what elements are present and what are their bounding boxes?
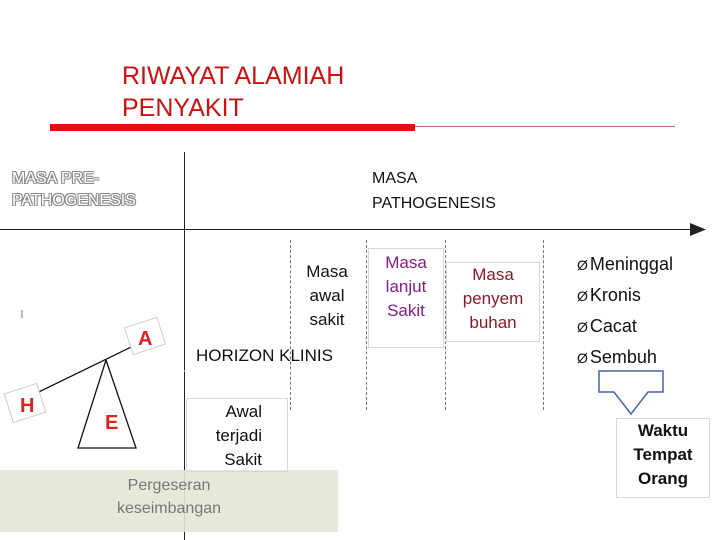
timeline-axis: [0, 229, 700, 230]
stage-text: penyem: [462, 289, 524, 308]
arrow-bullet-icon: Ø: [577, 319, 588, 335]
pathogenesis-line-2: PATHOGENESIS: [372, 195, 496, 212]
imbalance-line: Pergeseran: [127, 477, 211, 494]
arrow-bullet-icon: Ø: [577, 257, 588, 273]
outcome-text: Meninggal: [589, 254, 673, 274]
prepathogenesis-line-2: PATHOGENESIS: [12, 192, 136, 209]
pathogenesis-label: [372, 166, 542, 216]
onset-label: [186, 400, 262, 472]
imbalance-line: keseimbangan: [116, 500, 222, 517]
outcome-text: Cacat: [589, 316, 637, 336]
title-underline-thin: [415, 126, 675, 127]
time-place-person-box: [616, 418, 710, 498]
stage-text: Sakit: [387, 301, 425, 320]
arrow-bullet-icon: Ø: [577, 350, 588, 366]
outcome-item: [577, 311, 673, 342]
title-line-1: RIWAYAT ALAMIAH: [122, 62, 345, 90]
epidemiologic-triad-seesaw: [0, 300, 190, 470]
outcome-item: [577, 342, 673, 373]
pathogenesis-line-1: MASA: [372, 170, 418, 187]
onset-line: terjadi: [215, 426, 262, 445]
title-line-2: PENYAKIT: [122, 94, 244, 122]
clinical-horizon-line: [180, 368, 350, 374]
stage-advanced-illness: [368, 248, 444, 348]
stage-text: lanjut: [385, 277, 427, 296]
page-title: [122, 60, 442, 124]
arrow-bullet-icon: Ø: [577, 288, 588, 304]
imbalance-label: [96, 474, 242, 520]
stage-recovery: [446, 262, 540, 342]
onset-line: Sakit: [224, 450, 262, 469]
prepathogenesis-label: [12, 168, 192, 212]
stage-text: Masa: [306, 262, 348, 281]
wto-line: Waktu: [637, 421, 689, 440]
outcomes-list: [577, 249, 673, 373]
stage-early-illness: [292, 260, 362, 332]
down-arrow-icon: [598, 370, 664, 416]
outcome-text: Sembuh: [589, 347, 657, 367]
stage-text: sakit: [309, 310, 345, 329]
clinical-horizon-label: HORIZON KLINIS: [196, 346, 333, 365]
environment-label: E: [105, 412, 119, 434]
stage-divider: [543, 240, 545, 410]
outcome-text: Kronis: [589, 285, 641, 305]
stage-text: awal: [309, 286, 345, 305]
wto-line: Tempat: [633, 445, 693, 464]
title-underline-bar: [50, 124, 415, 131]
outcome-item: [577, 280, 673, 311]
outcome-item: [577, 249, 673, 280]
onset-line: Awal: [225, 402, 262, 421]
wto-line: Orang: [637, 469, 689, 488]
agent-label: A: [138, 328, 153, 350]
timeline-arrowhead-icon: [690, 223, 706, 236]
host-label: H: [20, 395, 35, 417]
stage-text: buhan: [469, 313, 517, 332]
stage-text: Masa: [385, 253, 427, 272]
stage-text: Masa: [472, 265, 514, 284]
prepathogenesis-line-1: MASA PRE-: [12, 170, 100, 187]
